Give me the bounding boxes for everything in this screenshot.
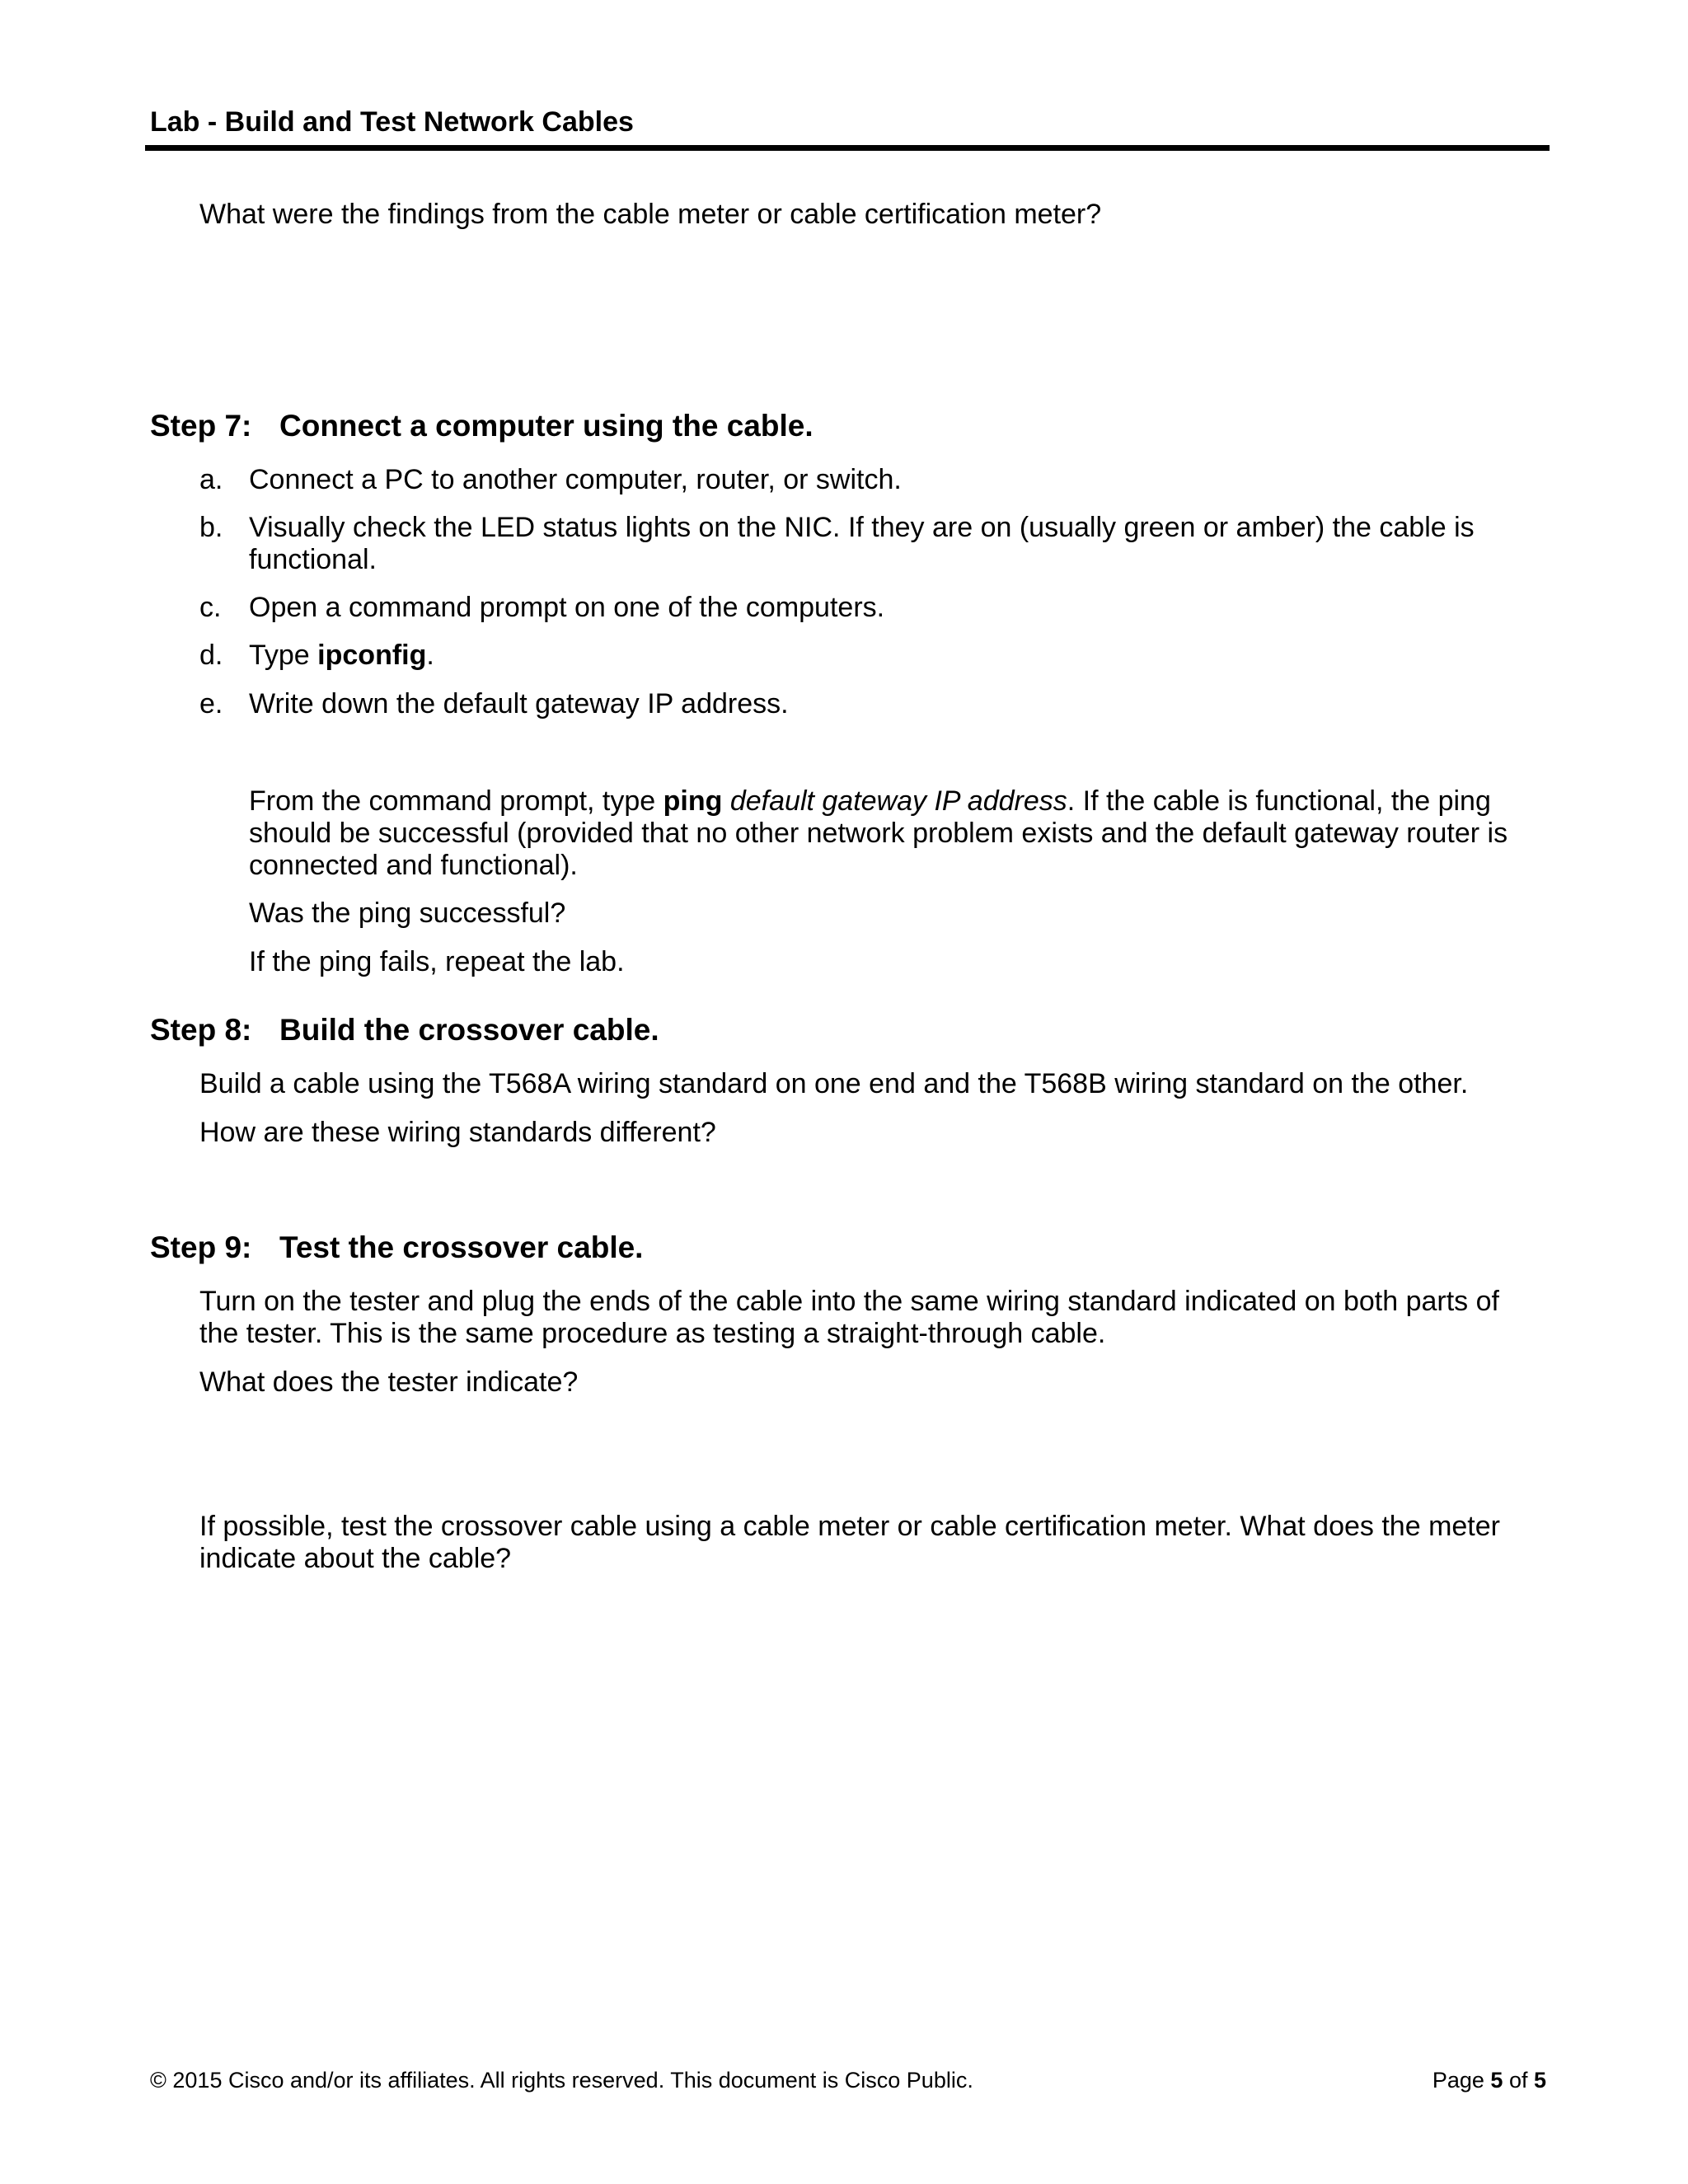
list-marker: b.	[199, 512, 223, 543]
placeholder-gateway: default gateway IP address	[729, 785, 1067, 817]
step8-title: Build the crossover cable.	[279, 1013, 659, 1047]
step7-title: Connect a computer using the cable.	[279, 409, 814, 443]
list-item-text: Open a command prompt on one of the computers.	[249, 592, 885, 623]
list-marker: d.	[199, 640, 223, 671]
step9-question: What does the tester indicate?	[199, 1366, 579, 1398]
ping-paragraph	[249, 785, 1518, 882]
list-marker: c.	[199, 592, 222, 623]
text-segment	[722, 785, 729, 817]
text-segment: . If the cable is functional, the ping should be successful (provided that no other network problem exists and the default gateway router is connected and functional).	[249, 785, 1508, 881]
list-item-text: Connect a PC to another computer, router, or switch.	[249, 464, 902, 495]
intro-question: What were the findings from the cable meter or cable certification meter?	[199, 199, 1102, 230]
step7-item-a	[199, 464, 1502, 496]
command-ping: ping	[663, 785, 723, 817]
footer-page-number	[1432, 2067, 1546, 2093]
page-total: 5	[1533, 2068, 1546, 2093]
text-segment: of	[1503, 2068, 1534, 2093]
footer-copyright: © 2015 Cisco and/or its affiliates. All rights reserved. This document is Cisco Public.	[150, 2068, 973, 2093]
step8-heading	[150, 1012, 659, 1048]
text-segment: .	[426, 640, 434, 671]
step9-instruction: Turn on the tester and plug the ends of the cable into the same wiring standard indicated on both parts of the tester. This is the same procedure as testing a straight-through cable.	[199, 1286, 1499, 1349]
page-header-title: Lab - Build and Test Network Cables	[150, 106, 634, 138]
step9-number: Step 9:	[150, 1230, 252, 1264]
step7-heading	[150, 408, 814, 444]
step9-title: Test the crossover cable.	[279, 1230, 644, 1264]
list-marker: e.	[199, 688, 223, 719]
step8-number: Step 8:	[150, 1013, 252, 1047]
header-rule	[145, 145, 1550, 151]
step7-item-c	[199, 592, 1502, 624]
text-segment: Type	[249, 640, 318, 671]
step9-heading	[150, 1230, 643, 1266]
step9-meter-question: If possible, test the crossover cable using a cable meter or cable certification meter. What does the meter indicate about the cable?	[199, 1511, 1500, 1574]
list-item-text	[249, 640, 1502, 672]
list-item-text: Visually check the LED status lights on the NIC. If they are on (usually green or amber) the cable is functional.	[249, 512, 1475, 575]
step8-question: How are these wiring standards different?	[199, 1117, 716, 1148]
ping-fail-note: If the ping fails, repeat the lab.	[249, 946, 625, 977]
step7-number: Step 7:	[150, 409, 252, 443]
page-current: 5	[1490, 2068, 1503, 2093]
list-item-text: Write down the default gateway IP address.	[249, 688, 789, 719]
step7-item-b	[199, 512, 1502, 576]
step8-instruction: Build a cable using the T568A wiring standard on one end and the T568B wiring standard on the other.	[199, 1068, 1469, 1099]
ping-question: Was the ping successful?	[249, 898, 566, 929]
command-ipconfig: ipconfig	[317, 640, 427, 671]
step7-item-d	[199, 640, 1502, 672]
text-segment: Page	[1432, 2068, 1491, 2093]
step7-item-e	[199, 688, 1502, 720]
list-marker: a.	[199, 464, 223, 495]
text-segment: From the command prompt, type	[249, 785, 663, 817]
